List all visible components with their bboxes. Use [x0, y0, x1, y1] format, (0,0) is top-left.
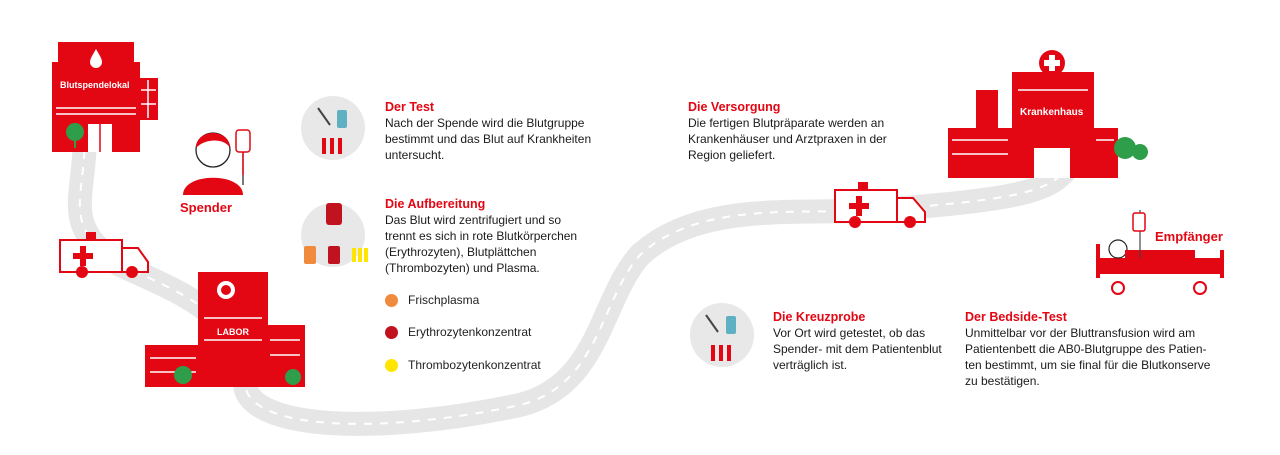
step-bedside-title: Der Bedside-Test [965, 310, 1067, 324]
step-bedside-line-4: zu bestätigen. [965, 374, 1040, 388]
blood-center-building [52, 42, 158, 152]
ambulance-2 [835, 182, 925, 228]
legend-erythro-dot [385, 326, 398, 339]
step-test [385, 100, 595, 163]
tree-icon-4 [1114, 137, 1136, 159]
siren-icon [86, 232, 96, 240]
step-supply-title: Die Versorgung [688, 100, 781, 114]
step-test-line-1: Nach der Spende wird die Blutgruppe [385, 116, 585, 130]
legend-plasma [385, 293, 479, 307]
step-processing [385, 197, 595, 276]
patient-head-icon [1109, 240, 1127, 258]
legend-erythro [385, 325, 531, 339]
donor-label: Spender [180, 200, 233, 215]
iv-bag-icon [1133, 213, 1145, 231]
test-icon [301, 96, 365, 160]
hospital-label: Krankenhaus [1020, 107, 1084, 118]
step-supply-line-1: Die fertigen Blutpräparate werden an [688, 116, 885, 130]
step-supply [688, 100, 918, 163]
legend-erythro-label: Erythrozytenkonzentrat [408, 325, 532, 339]
lab-label: LABOR [217, 327, 249, 337]
patient-bed [1096, 210, 1224, 294]
tree-icon-3 [285, 369, 301, 385]
step-processing-title: Die Aufbereitung [385, 197, 486, 211]
tree-icon-2 [174, 366, 192, 384]
step-supply-line-2: Krankenhäuser und Arztpraxen in der [688, 132, 887, 146]
legend-plasma-dot [385, 294, 398, 307]
step-processing-line-1: Das Blut wird zentrifugiert und so [385, 213, 562, 227]
processing-icon [301, 203, 368, 267]
donor-figure [183, 130, 250, 195]
blood-bag-icon [236, 130, 250, 152]
step-bedside [965, 310, 1255, 389]
step-crossmatch-line-3: verträglich ist. [773, 358, 848, 372]
recipient-label: Empfänger [1155, 229, 1223, 244]
step-supply-line-3: Region geliefert. [688, 148, 776, 162]
step-test-line-2: bestimmt und das Blut auf Krankheiten [385, 132, 592, 146]
legend-thrombo-label: Thrombozytenkonzentrat [408, 358, 541, 372]
step-processing-line-2: trennt es sich in rote Blutkörperchen [385, 229, 578, 243]
step-test-title: Der Test [385, 100, 435, 114]
step-crossmatch-line-1: Vor Ort wird getestet, ob das [773, 326, 926, 340]
legend-thrombo-dot [385, 359, 398, 372]
crossmatch-icon [690, 303, 754, 367]
step-bedside-line-3: ten bestimmt, um sie final für die Blutkonserve [965, 358, 1211, 372]
blood-center-label: Blutspendelokal [60, 80, 130, 90]
step-processing-line-4: (Thrombozyten) und Plasma. [385, 261, 540, 275]
step-crossmatch-title: Die Kreuzprobe [773, 310, 866, 324]
siren-icon-2 [858, 182, 868, 190]
step-test-line-3: untersucht. [385, 148, 445, 162]
legend-plasma-label: Frischplasma [408, 293, 480, 307]
step-crossmatch-line-2: Spender- mit dem Patientenblut [773, 342, 942, 356]
step-processing-line-3: (Erythrozyten), Blutplättchen [385, 245, 537, 259]
step-bedside-line-2: Patientenbett die AB0-Blutgruppe des Patien- [965, 342, 1207, 356]
step-crossmatch [773, 310, 963, 373]
legend-thrombo [385, 358, 541, 372]
step-bedside-line-1: Unmittelbar vor der Bluttransfusion wird am [965, 326, 1196, 340]
